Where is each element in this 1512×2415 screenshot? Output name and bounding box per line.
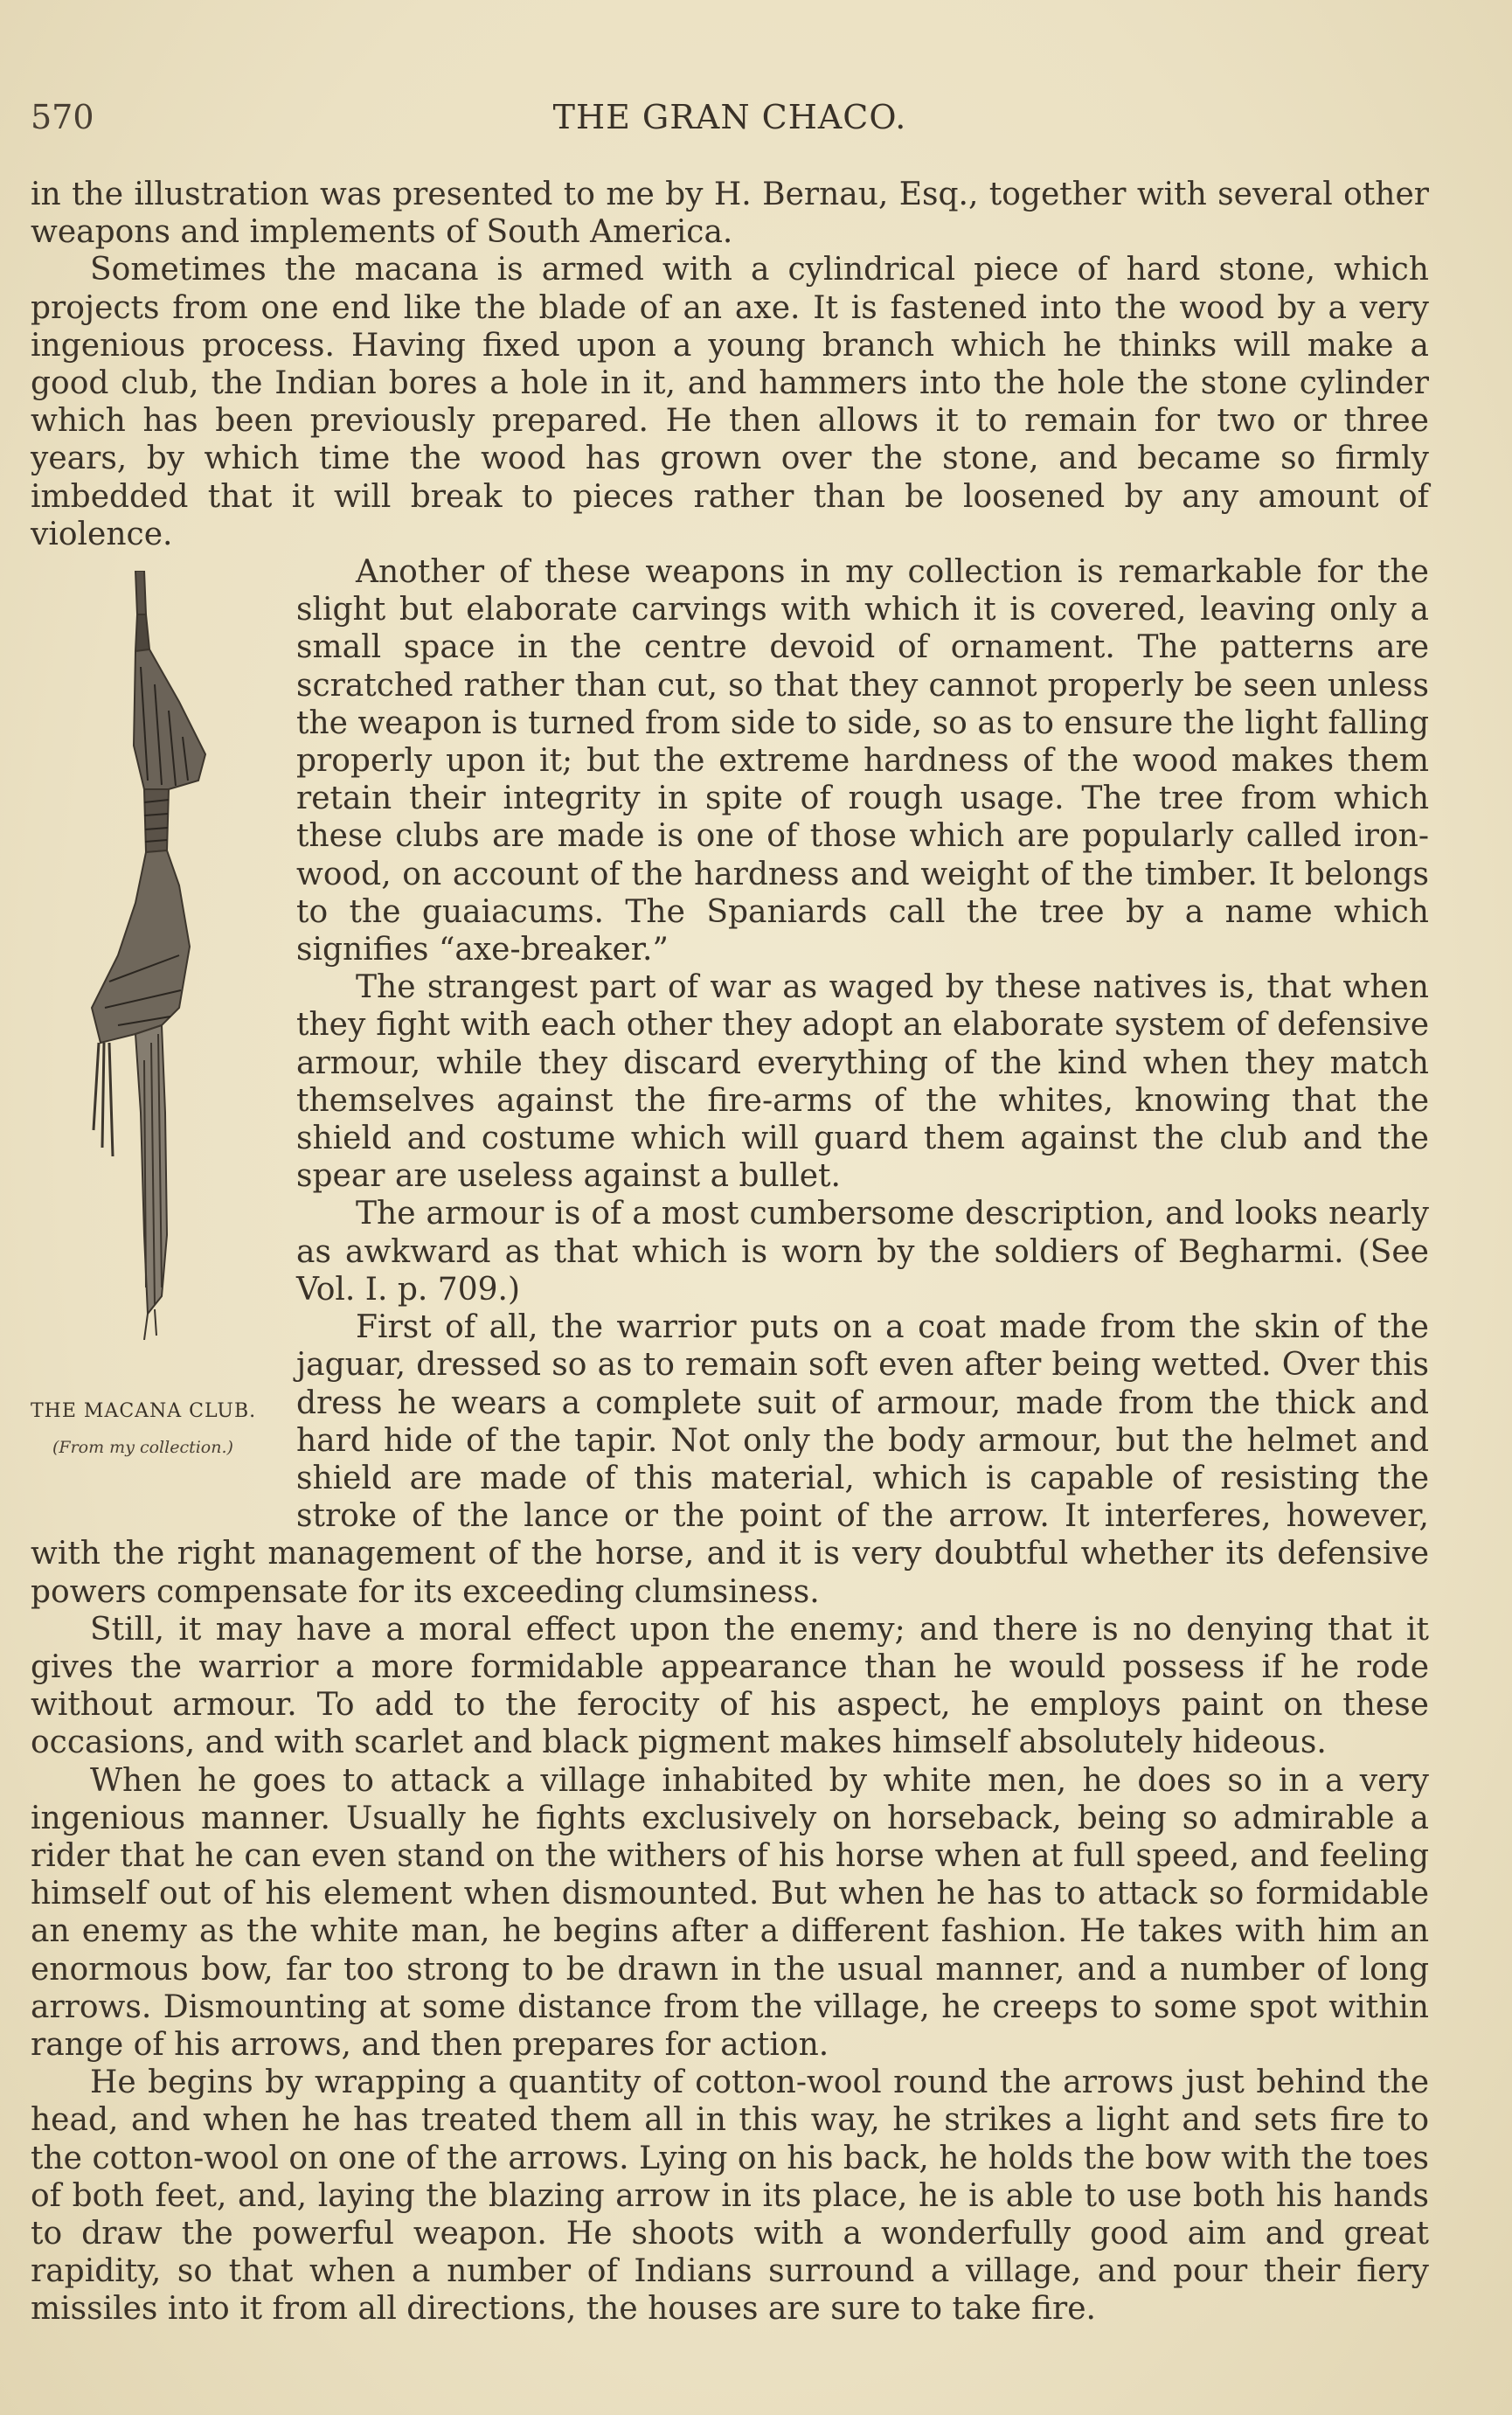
figure-caption-note: (From my collection.) <box>52 1438 233 1458</box>
page-header <box>31 98 1429 147</box>
page-number: 570 <box>31 98 94 136</box>
figure-caption-title: THE MACANA CLUB. <box>31 1400 257 1423</box>
paragraph-7: Still, it may have a moral effect upon the enemy; and there is no denying that it gives the warrior a more formidable appearance than he would possess if he rode without armour. To add to the ferocity of his aspect, he employs paint on these occasions, and with scarlet and black pigment makes himself absolutely hideous. <box>31 1611 1429 1761</box>
paragraph-8: When he goes to attack a village inhabited by white men, he does so in a very ingenious manner. Usually he fights exclusively on horseback, being so admirable a rider that he can even stand on the withers of his horse when at full speed, and feeling himself out of his element when dismounted. But when he has to attack so formidable an enemy as the white man, he begins after a different fashion. He takes with him an enormous bow, far too strong to be drawn in the usual manner, and a number of long arrows. Dismounting at some distance from the village, he creeps to some spot within range of his arrows, and then prepares for action. <box>31 1762 1429 2063</box>
paragraph-5: The armour is of a most cumbersome description, and looks nearly as awkward as that which is worn by the soldiers of Begharmi. (See Vol. I. p. 709.) <box>296 1196 1429 1308</box>
paragraph-3: Another of these weapons in my collection is remarkable for the slight but elaborate carvings with which it is covered, leaving only a small space in the centre devoid of ornament. The patterns are scratched rather than cut, so that they cannot properly be seen unless the weapon is turned from side to side, so as to ensure the light falling properly upon it; but the extreme hardness of the wood makes them retain their integrity in spite of rough usage. The tree from which these clubs are made is one of those which are popularly called iron-wood, on account of the hardness and weight of the timber. It belongs to the guaiacums. The Spaniards call the tree by a name which signifies “axe-breaker.” <box>296 554 1429 968</box>
running-head: THE GRAN CHACO. <box>552 98 907 136</box>
paragraph-6: First of all, the warrior puts on a coat made from the skin of the jaguar, dressed so as to remain soft even after being wetted. Over this dress he wears a complete suit of armour, made from the thick and hard hide of the tapir. Not only the body armour, but the helmet and shield are made of this material, which is capable of resisting the stroke of the lance or the point of the arrow. It interferes, however, with the right management of the horse, and it is very doubtful whether its defensive powers compensate for its exceeding clumsiness. <box>31 1309 1429 1610</box>
paragraph-9: He begins by wrapping a quantity of cotton-wool round the arrows just behind the head, and when he has treated them all in this way, he strikes a light and sets fire to the cotton-wool on one of the arrows. Lying on his back, he holds the bow with the toes of both feet, and, laying the blazing arrow in its place, he is able to use both his hands to draw the powerful weapon. He shoots with a wonderfully good aim and great rapidity, so that when a number of Indians surround a village, and pour their fiery missiles into it from all directions, the houses are sure to take fire. <box>31 2065 1429 2328</box>
paragraph-4: The strangest part of war as waged by these natives is, that when they fight with each other they adopt an elaborate system of defensive armour, while they discard everything of the kind when they match themselves against the fire-arms of the whites, knowing that the shield and costume which will guard them against the club and the spear are useless against a bullet. <box>296 969 1429 1195</box>
paragraph-2: Sometimes the macana is armed with a cylindrical piece of hard stone, which projects from one end like the blade of an axe. It is fastened into the wood by a very ingenious process. Having fixed upon a young branch which he thinks will make a good club, the Indian bores a hole in it, and hammers into the hole the stone cylinder which has been previously prepared. He then allows it to remain for two or three years, by which time the wood has grown over the stone, and became so firmly imbedded that it will break to pieces rather than be loosened by any amount of violence. <box>31 252 1429 552</box>
macana-club-illustration <box>83 571 240 1340</box>
body-text <box>31 176 1429 2328</box>
macana-club-figure <box>31 553 293 1510</box>
paragraph-1: in the illustration was presented to me by H. Bernau, Esq., together with several other weapons and implements of South America. <box>31 177 1429 251</box>
